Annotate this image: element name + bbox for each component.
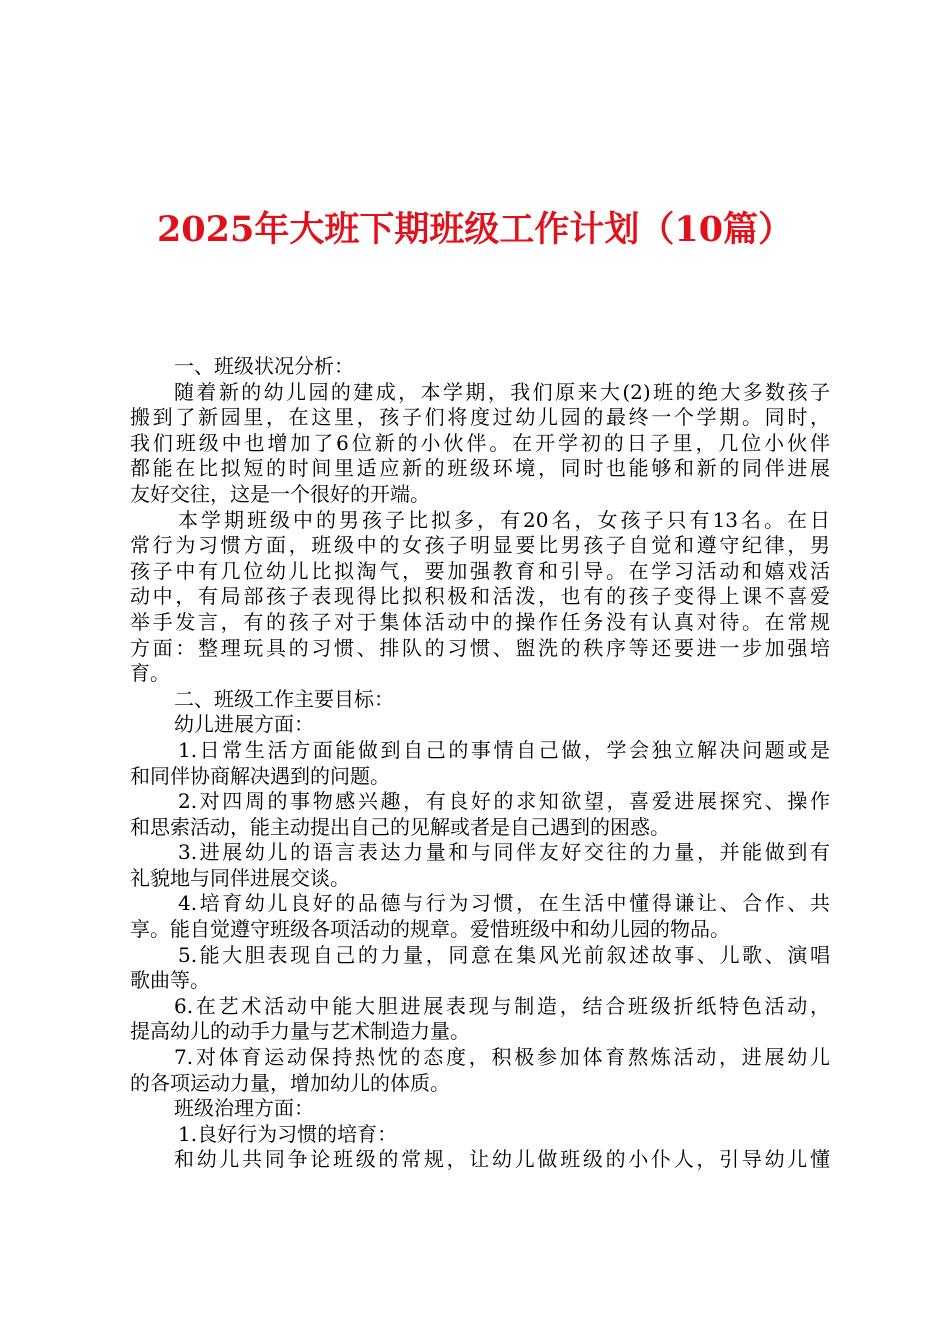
text-line: 5.能大胆表现自己的力量，同意在集风光前叙述故事、儿歌、演唱 [178, 942, 830, 967]
text-line: 育。 [130, 661, 170, 686]
text-line: 6.在艺术活动中能大胆进展表现与制造，结合班级折纸特色活动， [174, 993, 830, 1018]
text-line: 礼貌地与同伴进展交谈。 [130, 865, 350, 890]
text-line: 享。能自觉遵守班级各项活动的规章。爱惜班级中和幼儿园的物品。 [130, 917, 730, 942]
text-line: 孩子中有几位幼儿比拟淘气，要加强教育和引导。在学习活动和嬉戏活 [130, 558, 830, 583]
text-line: 和思索活动，能主动提出自己的见解或者是自己遇到的困惑。 [130, 814, 670, 839]
text-line: 的各项运动力量，增加幼儿的体质。 [130, 1070, 450, 1095]
text-line: 本学期班级中的男孩子比拟多，有20名，女孩子只有13名。在日 [178, 507, 830, 532]
document-body [130, 354, 830, 1173]
text-line: 常行为习惯方面，班级中的女孩子明显要比男孩子自觉和遵守纪律，男 [130, 533, 830, 558]
text-line: 我们班级中也增加了6位新的小伙伴。在开学初的日子里，几位小伙伴 [130, 430, 830, 455]
text-line: 和幼儿共同争论班级的常规，让幼儿做班级的小仆人，引导幼儿懂 [174, 1147, 830, 1172]
text-line: 都能在比拟短的时间里适应新的班级环境，同时也能够和新的同伴进展 [130, 456, 830, 481]
text-line: 搬到了新园里，在这里，孩子们将度过幼儿园的最终一个学期。同时， [130, 405, 830, 430]
text-line: 3.进展幼儿的语言表达力量和与同伴友好交往的力量，并能做到有 [178, 840, 830, 865]
text-line: 1.日常生活方面能做到自己的事情自己做，学会独立解决问题或是 [178, 737, 830, 762]
text-line: 二、班级工作主要目标： [174, 686, 394, 711]
text-line: 班级治理方面： [174, 1096, 314, 1121]
document-title: 2025年大班下期班级工作计划（10篇） [156, 209, 794, 250]
text-line: 方面：整理玩具的习惯、排队的习惯、盥洗的秩序等还要进一步加强培 [130, 635, 830, 660]
text-line: 幼儿进展方面： [174, 712, 314, 737]
text-line: 动中，有局部孩子表现得比拟积极和活泼，也有的孩子变得上课不喜爱 [130, 584, 830, 609]
text-line: 4.培育幼儿良好的品德与行为习惯，在生活中懂得谦让、合作、共 [178, 891, 830, 916]
text-line: 举手发言，有的孩子对于集体活动中的操作任务没有认真对待。在常规 [130, 609, 830, 634]
text-line: 友好交往，这是一个很好的开端。 [130, 481, 430, 506]
text-line: 一、班级状况分析： [174, 354, 354, 378]
text-line: 2.对四周的事物感兴趣，有良好的求知欲望，喜爱进展探究、操作 [178, 789, 830, 814]
text-line: 1.良好行为习惯的培育： [178, 1121, 398, 1146]
text-line: 和同伴协商解决遇到的问题。 [130, 763, 390, 788]
text-line: 歌曲等。 [130, 968, 210, 993]
text-line: 7.对体育运动保持热忱的态度，积极参加体育熬炼活动，进展幼儿 [174, 1045, 830, 1070]
text-line: 提高幼儿的动手力量与艺术制造力量。 [130, 1019, 470, 1044]
text-line: 随着新的幼儿园的建成，本学期，我们原来大(2)班的绝大多数孩子 [174, 379, 830, 404]
